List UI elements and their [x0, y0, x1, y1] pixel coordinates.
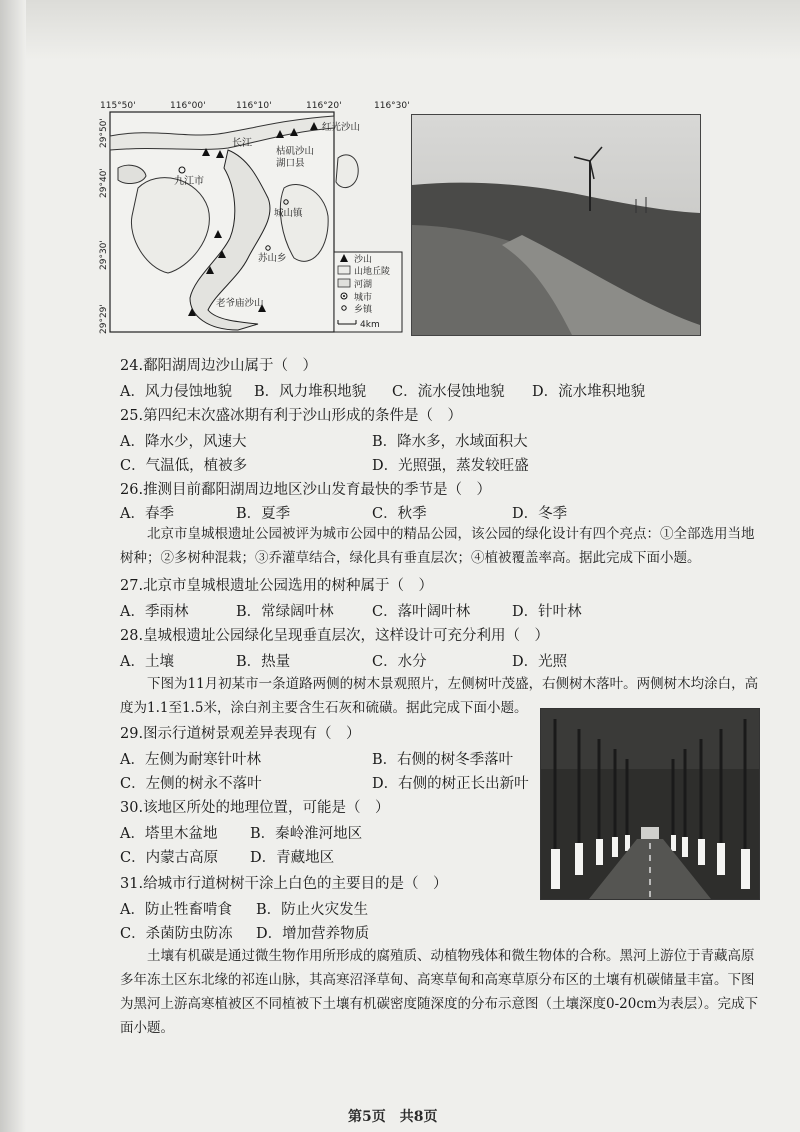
option-29b[interactable]: B．右侧的树冬季落叶 — [372, 752, 514, 768]
option-27b[interactable]: B．常绿阔叶林 — [236, 604, 334, 620]
tree-road-photo — [540, 708, 760, 900]
park-intro-paragraph: 北京市皇城根遗址公园被评为城市公园中的精品公园，该公园的绿化设计有四个亮点：①全部选用当地树种；②多树种混栽；③乔灌草结合，绿化具有垂直层次；④植被覆盖率高。据此完成下面小题。 — [120, 526, 755, 566]
question-26: 26.推测目前鄱阳湖周边地区沙山发育最快的季节是（ ） — [120, 482, 492, 498]
page-footer: 第5页 共8页 — [348, 1109, 438, 1125]
option-24b[interactable]: B．风力堆积地貌 — [254, 384, 367, 400]
option-31a[interactable]: A．防止牲畜啃食 — [120, 902, 232, 918]
legend-town: 乡镇 — [354, 305, 373, 315]
poyang-lake-map — [98, 98, 408, 338]
option-24a[interactable]: A．风力侵蚀地貌 — [120, 384, 232, 400]
label-zhiji: 枯矶沙山 — [276, 146, 315, 157]
legend-lake: 河湖 — [354, 280, 373, 290]
legend-city: 城市 — [354, 293, 373, 303]
question-31: 31.给城市行道树树干涂上白色的主要目的是（ ） — [120, 876, 448, 892]
option-25b[interactable]: B．降水多，水域面积大 — [372, 434, 528, 450]
hills-area — [336, 155, 358, 188]
option-31d[interactable]: D．增加营养物质 — [256, 926, 370, 942]
lat-label: 29°30' — [99, 240, 109, 270]
label-changjiang: 长江 — [232, 138, 252, 149]
option-27a[interactable]: A．季雨林 — [120, 604, 189, 620]
question-27: 27.北京市皇城根遗址公园选用的树种属于（ ） — [120, 578, 434, 594]
option-25d[interactable]: D．光照强，蒸发较旺盛 — [372, 458, 529, 474]
option-26a[interactable]: A．春季 — [120, 506, 174, 522]
lon-label: 116°00' — [170, 101, 206, 111]
soil-intro-paragraph: 土壤有机碳是通过微生物作用所形成的腐殖质、动植物残体和微生物体的合称。黑河上游位于青藏高原多年冻土区东北缘的祁连山脉，其高寒沼泽草甸、高寒草甸和高寒草原分布区的土壤有机碳储量丰富。下图为黑河上游高寒植被区不同植被下土壤有机碳密度随深度的分布示意图（土壤深度0-20cm为表层）。完成下面小题。 — [120, 948, 758, 1036]
option-30c[interactable]: C．内蒙古高原 — [120, 850, 219, 866]
option-30b[interactable]: B．秦岭淮河地区 — [250, 826, 363, 842]
question-28: 28.皇城根遗址公园绿化呈现垂直层次，这样设计可充分利用（ ） — [120, 628, 550, 644]
option-25a[interactable]: A．降水少，风速大 — [120, 434, 247, 450]
option-26b[interactable]: B．夏季 — [236, 506, 291, 522]
option-30d[interactable]: D．青藏地区 — [250, 850, 335, 866]
lat-label: 29°50' — [99, 118, 109, 148]
lon-label: 116°20' — [306, 101, 342, 111]
lat-label: 29°29' — [99, 304, 109, 334]
question-29: 29.图示行道树景观差异表现有（ ） — [120, 726, 361, 742]
option-31b[interactable]: B．防止火灾发生 — [256, 902, 369, 918]
trees-intro-paragraph: 下图为11月初某市一条道路两侧的树木景观照片，左侧树叶茂盛，右侧树木落叶。两侧树木均涂白，高度为1.1至1.5米，涂白剂主要含生石灰和硫磺。据此完成下面小题。 — [120, 676, 759, 716]
label-laoyemiao: 老爷庙沙山 — [216, 298, 264, 309]
lon-label: 115°50' — [100, 101, 136, 111]
option-24c[interactable]: C．流水侵蚀地貌 — [392, 384, 505, 400]
option-28a[interactable]: A．土壤 — [120, 654, 174, 670]
question-25: 25.第四纪末次盛冰期有利于沙山形成的条件是（ ） — [120, 408, 463, 424]
label-hongguang: 红光沙山 — [322, 122, 361, 133]
lon-label: 116°10' — [236, 101, 272, 111]
option-26d[interactable]: D．冬季 — [512, 506, 568, 522]
option-26c[interactable]: C．秋季 — [372, 506, 427, 522]
option-30a[interactable]: A．塔里木盆地 — [120, 826, 218, 842]
lat-label: 29°40' — [99, 168, 109, 198]
option-29c[interactable]: C．左侧的树永不落叶 — [120, 776, 262, 792]
lon-label: 116°30' — [374, 101, 410, 111]
question-24: 24.鄱阳湖周边沙山属于（ ） — [120, 358, 318, 374]
option-24d[interactable]: D．流水堆积地貌 — [532, 384, 646, 400]
option-29a[interactable]: A．左侧为耐寒针叶林 — [120, 752, 261, 768]
sand-hill-photo — [411, 114, 701, 336]
label-hukou: 湖口县 — [276, 158, 305, 169]
label-sushan: 苏山乡 — [258, 253, 287, 264]
option-31c[interactable]: C．杀菌防虫防冻 — [120, 926, 233, 942]
option-25c[interactable]: C．气温低，植被多 — [120, 458, 248, 474]
option-28d[interactable]: D．光照 — [512, 654, 568, 670]
legend-scale: 4km — [360, 320, 380, 330]
legend-sand: 沙山 — [354, 255, 373, 265]
legend-hills: 山地丘陵 — [354, 267, 391, 277]
option-27c[interactable]: C．落叶阔叶林 — [372, 604, 471, 620]
option-27d[interactable]: D．针叶林 — [512, 604, 582, 620]
option-28b[interactable]: B．热量 — [236, 654, 291, 670]
question-30: 30.该地区所处的地理位置，可能是（ ） — [120, 800, 390, 816]
label-chengshan: 城山镇 — [274, 208, 303, 219]
option-28c[interactable]: C．水分 — [372, 654, 427, 670]
option-29d[interactable]: D．右侧的树正长出新叶 — [372, 776, 529, 792]
label-jiujiang: 九江市 — [174, 176, 204, 187]
